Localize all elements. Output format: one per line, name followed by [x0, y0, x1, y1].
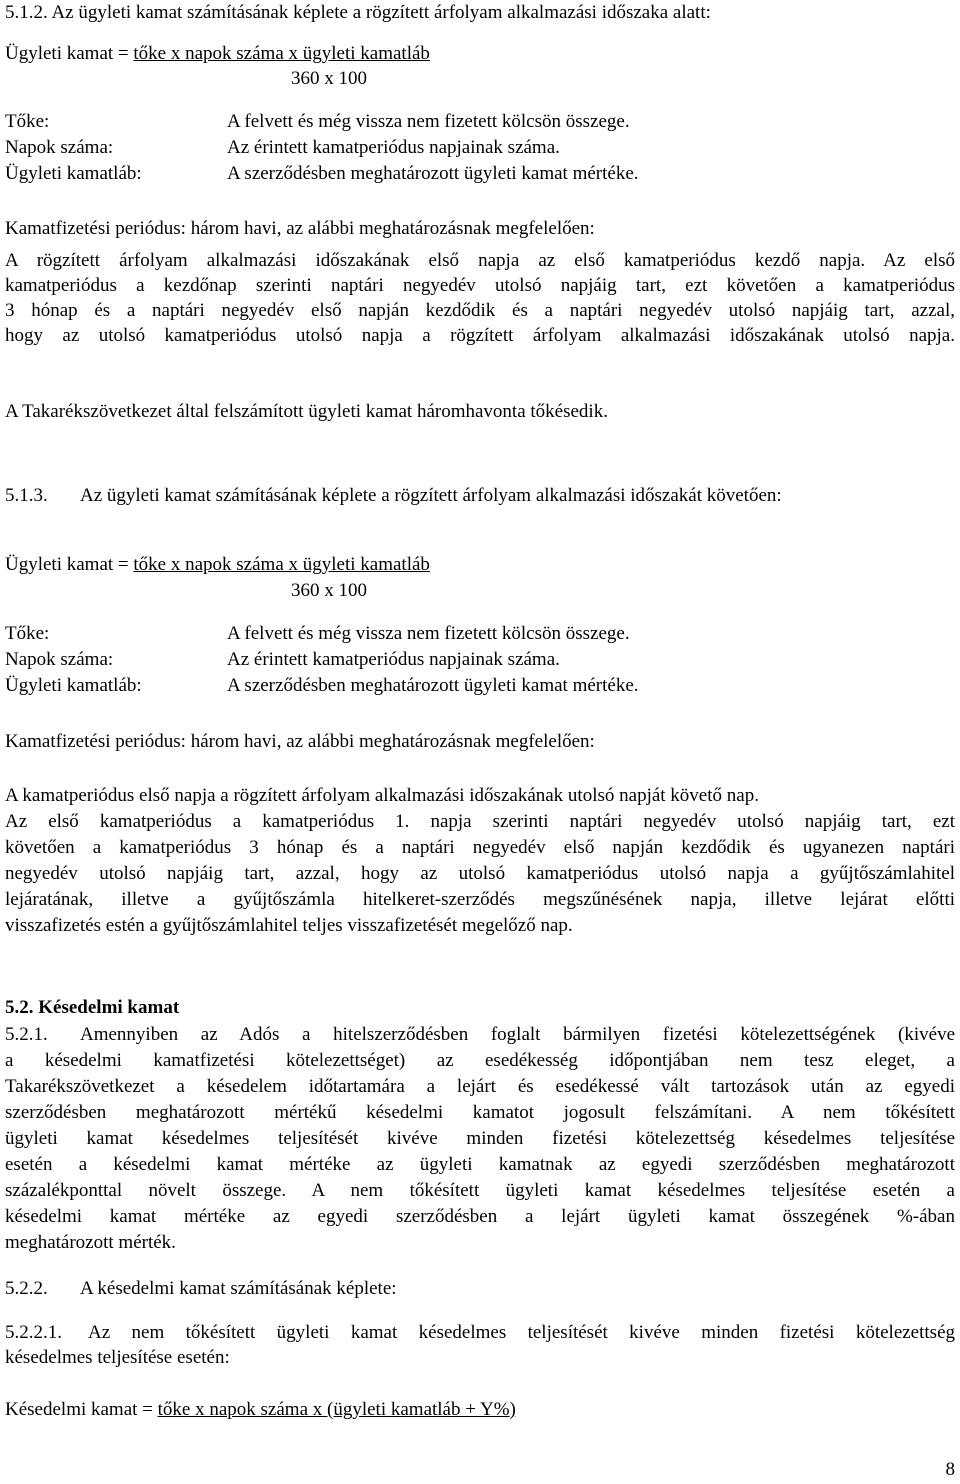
paragraph-line: Takarékszövetkezet a késedelem időtartamára a lejárt és esedékessé vált tartozások után az egyedi: [5, 1076, 955, 1097]
paragraph-line: esetén a késedelmi kamat mértéke az ügyleti kamatnak az egyedi szerződésben meghatározott: [5, 1154, 955, 1175]
formula-prefix: Ügyleti kamat =: [5, 43, 134, 64]
paragraph-line-text: Az nem tőkésített ügyleti kamat késedelmes teljesítését kivéve minden fizetési kötelezettség: [88, 1322, 955, 1343]
paragraph-line: követően a kamatperiódus 3 hónap és a naptári negyedév első napján kezdődik és ugyanezen naptári: [5, 837, 955, 858]
paragraph-line: ügyleti kamat késedelmes teljesítését kivéve minden fizetési kötelezettség késedelmes teljesítése: [5, 1128, 955, 1149]
period-intro: Kamatfizetési periódus: három havi, az alábbi meghatározásnak megfelelően:: [5, 731, 595, 752]
paragraph-line: negyedév utolsó napjáig tart, azzal, hogy az utolsó kamatperiódus utolsó napja a gyűjtőszámlahitel: [5, 863, 955, 884]
section-heading-5-2: 5.2. Késedelmi kamat: [5, 997, 180, 1018]
paragraph: A Takarékszövetkezet által felszámított ügyleti kamat háromhavonta tőkésedik.: [5, 401, 608, 422]
definition-term: Napok száma:: [5, 649, 114, 670]
paragraph-line: kamatperiódus a kezdőnap szerinti naptári negyedév utolsó napjáig tart, ezt követően a kamatperiódus: [5, 275, 955, 296]
paragraph-line: hogy az utolsó kamatperiódus utolsó napja a rögzített árfolyam alkalmazási időszakának utolsó napja.: [5, 325, 955, 346]
formula-numerator: tőke x napok száma x (ügyleti kamatláb + Y%): [157, 1399, 516, 1420]
section-heading-5-2-2: [5, 1277, 397, 1301]
definition-term: Napok száma:: [5, 137, 114, 158]
section-heading-5-1-2: 5.1.2. Az ügyleti kamat számításának képlete a rögzített árfolyam alkalmazási időszaka alatt:: [5, 2, 711, 23]
section-number: 5.1.3.: [5, 485, 48, 506]
paragraph-line: meghatározott mérték.: [5, 1232, 176, 1253]
definition-term: Ügyleti kamatláb:: [5, 163, 142, 184]
paragraph-line: [5, 1321, 955, 1345]
formula-numerator: tőke x napok száma x ügyleti kamatláb: [133, 43, 430, 64]
paragraph-line: 3 hónap és a naptári negyedév első napján kezdődik és a naptári negyedév utolsó napjáig tart, azzal,: [5, 300, 955, 321]
page-number: 8: [945, 1459, 955, 1480]
definition-desc: A felvett és még vissza nem fizetett kölcsön összege.: [227, 623, 630, 644]
section-title: A késedelmi kamat számításának képlete:: [80, 1278, 397, 1299]
section-number: 5.2.2.: [5, 1278, 48, 1299]
section-heading-5-1-3: [5, 484, 782, 508]
definition-term: Tőke:: [5, 111, 50, 132]
paragraph-line: lejáratának, illetve a gyűjtőszámla hitelkeret-szerződés megszűnésének napja, illetve lejárat előtti: [5, 889, 955, 910]
paragraph-line: [5, 1023, 955, 1047]
paragraph-line-text: Amennyiben az Adós a hitelszerződésben foglalt bármilyen fizetési kötelezettségének (kivéve: [80, 1024, 955, 1045]
paragraph-line: százalékponttal növelt összege. A nem tőkésített ügyleti kamat késedelmes teljesítése esetén a: [5, 1180, 955, 1201]
formula-denominator: 360 x 100: [291, 68, 367, 89]
formula-prefix: Késedelmi kamat =: [5, 1399, 158, 1420]
definition-desc: Az érintett kamatperiódus napjainak száma.: [227, 649, 560, 670]
paragraph-line: a késedelmi kamatfizetési kötelezettséget) az esedékesség időpontjában nem tesz eleget, a: [5, 1050, 955, 1071]
formula-numerator: tőke x napok száma x ügyleti kamatláb: [133, 554, 430, 575]
section-number: 5.2.1.: [5, 1024, 48, 1045]
paragraph-line: visszafizetés estén a gyűjtőszámlahitel teljes visszafizetését megelőző nap.: [5, 915, 573, 936]
definition-term: Ügyleti kamatláb:: [5, 675, 142, 696]
definition-term: Tőke:: [5, 623, 50, 644]
paragraph-line: Az első kamatperiódus a kamatperiódus 1. napja szerinti naptári negyedév utolsó napjáig tart, ezt: [5, 811, 955, 832]
definition-desc: A felvett és még vissza nem fizetett kölcsön összege.: [227, 111, 630, 132]
formula-line: [5, 1398, 516, 1422]
formula-line: [5, 553, 430, 577]
paragraph-line: késedelmes teljesítése esetén:: [5, 1347, 230, 1368]
definition-desc: A szerződésben meghatározott ügyleti kamat mértéke.: [227, 675, 639, 696]
paragraph-line: késedelmi kamat mértéke az egyedi szerződésben a lejárt ügyleti kamat összegének %-ában: [5, 1206, 955, 1227]
formula-prefix: Ügyleti kamat =: [5, 554, 134, 575]
period-intro: Kamatfizetési periódus: három havi, az alábbi meghatározásnak megfelelően:: [5, 218, 595, 239]
definition-desc: A szerződésben meghatározott ügyleti kamat mértéke.: [227, 163, 639, 184]
formula-denominator: 360 x 100: [291, 580, 367, 601]
paragraph-line: A rögzített árfolyam alkalmazási időszakának első napja az első kamatperiódus kezdő napja. Az első: [5, 250, 955, 271]
paragraph-line: szerződésben meghatározott mértékű késedelmi kamatot jogosult felszámítani. A nem tőkésített: [5, 1102, 955, 1123]
paragraph-line: A kamatperiódus első napja a rögzített árfolyam alkalmazási időszakának utolsó napját követő nap.: [5, 785, 759, 806]
definition-desc: Az érintett kamatperiódus napjainak száma.: [227, 137, 560, 158]
formula-line: [5, 42, 430, 66]
section-number: 5.2.2.1.: [5, 1322, 62, 1343]
section-title: Az ügyleti kamat számításának képlete a rögzített árfolyam alkalmazási időszakát követően:: [80, 485, 782, 506]
